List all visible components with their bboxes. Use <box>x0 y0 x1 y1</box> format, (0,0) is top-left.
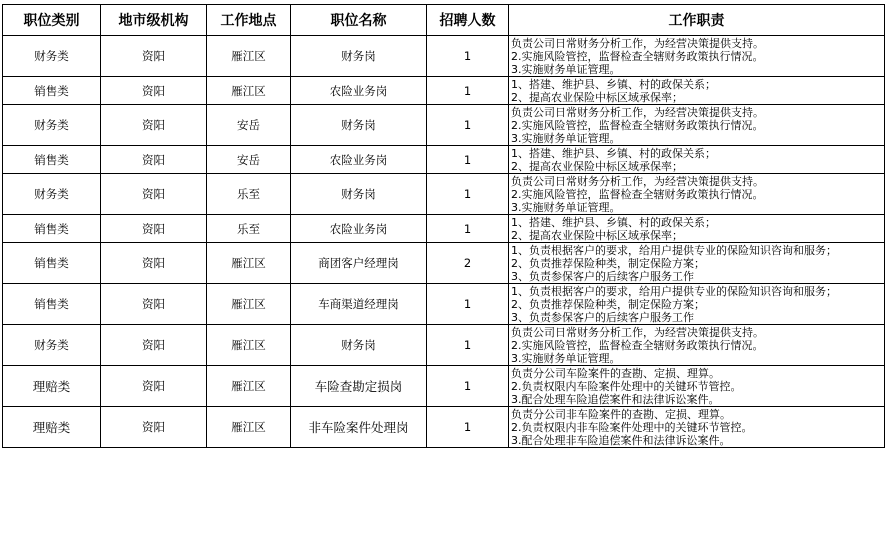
duty-line: 2.实施风险管控，监督检查全辖财务政策执行情况。 <box>511 118 764 132</box>
cell-position: 农险业务岗 <box>291 77 427 105</box>
duty-line: 2.实施风险管控，监督检查全辖财务政策执行情况。 <box>511 187 764 201</box>
duty-line: 负责公司日常财务分析工作，为经营决策提供支持。 <box>511 105 764 119</box>
duty-line: 1、搭建、维护县、乡镇、村的政保关系； <box>511 146 716 160</box>
table-row <box>3 243 885 284</box>
cell-position: 农险业务岗 <box>291 215 427 243</box>
cell-category: 销售类 <box>3 77 101 105</box>
cell-location: 雁江区 <box>207 366 291 407</box>
table-row <box>3 325 885 366</box>
cell-category: 销售类 <box>3 284 101 325</box>
cell-location: 乐至 <box>207 215 291 243</box>
cell-duties <box>509 366 885 407</box>
header-category: 职位类别 <box>3 5 101 36</box>
cell-position: 车险查勘定损岗 <box>291 366 427 407</box>
duty-line: 1、搭建、维护县、乡镇、村的政保关系； <box>511 215 716 229</box>
cell-duties <box>509 77 885 105</box>
cell-count: 2 <box>427 243 509 284</box>
cell-duties <box>509 243 885 284</box>
cell-category: 理赔类 <box>3 366 101 407</box>
duty-line: 2.实施风险管控，监督检查全辖财务政策执行情况。 <box>511 49 764 63</box>
duty-line: 3、负责参保客户的后续客户服务工作 <box>511 269 694 283</box>
duty-line: 1、负责根据客户的要求，给用户提供专业的保险知识咨询和服务； <box>511 284 837 298</box>
duty-line: 3.配合处理车险追偿案件和法律诉讼案件。 <box>511 392 720 406</box>
duty-line: 2、提高农业保险中标区域承保率； <box>511 228 683 242</box>
cell-duties <box>509 146 885 174</box>
duty-line: 2、提高农业保险中标区域承保率； <box>511 90 683 104</box>
duty-line: 1、搭建、维护县、乡镇、村的政保关系； <box>511 77 716 91</box>
header-row <box>3 5 885 36</box>
duty-line: 负责公司日常财务分析工作，为经营决策提供支持。 <box>511 36 764 50</box>
cell-location: 雁江区 <box>207 77 291 105</box>
cell-count: 1 <box>427 105 509 146</box>
cell-location: 雁江区 <box>207 284 291 325</box>
cell-count: 1 <box>427 77 509 105</box>
cell-category: 销售类 <box>3 215 101 243</box>
table-row <box>3 366 885 407</box>
cell-org: 资阳 <box>101 146 207 174</box>
duty-line: 3.实施财务单证管理。 <box>511 351 621 365</box>
table-row <box>3 284 885 325</box>
cell-category: 财务类 <box>3 36 101 77</box>
table-row <box>3 146 885 174</box>
cell-duties <box>509 215 885 243</box>
cell-location: 安岳 <box>207 146 291 174</box>
cell-org: 资阳 <box>101 215 207 243</box>
cell-duties <box>509 105 885 146</box>
cell-count: 1 <box>427 146 509 174</box>
header-count: 招聘人数 <box>427 5 509 36</box>
cell-location: 雁江区 <box>207 325 291 366</box>
cell-org: 资阳 <box>101 325 207 366</box>
cell-position: 非车险案件处理岗 <box>291 407 427 448</box>
duty-line: 3.实施财务单证管理。 <box>511 131 621 145</box>
table-row <box>3 174 885 215</box>
cell-duties <box>509 36 885 77</box>
cell-count: 1 <box>427 215 509 243</box>
duty-line: 2、提高农业保险中标区域承保率； <box>511 159 683 173</box>
cell-org: 资阳 <box>101 284 207 325</box>
cell-count: 1 <box>427 366 509 407</box>
duty-line: 2.负责权限内非车险案件处理中的关键环节管控。 <box>511 420 753 434</box>
cell-org: 资阳 <box>101 243 207 284</box>
cell-org: 资阳 <box>101 407 207 448</box>
cell-duties <box>509 325 885 366</box>
cell-position: 财务岗 <box>291 36 427 77</box>
duty-line: 3、负责参保客户的后续客户服务工作 <box>511 310 694 324</box>
cell-position: 车商渠道经理岗 <box>291 284 427 325</box>
duty-line: 3.实施财务单证管理。 <box>511 200 621 214</box>
header-duties: 工作职责 <box>509 5 885 36</box>
table-row <box>3 77 885 105</box>
cell-position: 商团客户经理岗 <box>291 243 427 284</box>
cell-category: 财务类 <box>3 174 101 215</box>
table-row <box>3 407 885 448</box>
cell-location: 雁江区 <box>207 407 291 448</box>
cell-org: 资阳 <box>101 366 207 407</box>
cell-position: 财务岗 <box>291 325 427 366</box>
header-org: 地市级机构 <box>101 5 207 36</box>
cell-location: 雁江区 <box>207 243 291 284</box>
cell-count: 1 <box>427 407 509 448</box>
cell-org: 资阳 <box>101 77 207 105</box>
cell-org: 资阳 <box>101 36 207 77</box>
cell-org: 资阳 <box>101 105 207 146</box>
cell-position: 财务岗 <box>291 105 427 146</box>
table-row <box>3 215 885 243</box>
cell-count: 1 <box>427 325 509 366</box>
cell-category: 销售类 <box>3 146 101 174</box>
duty-line: 2、负责推荐保险种类，制定保险方案； <box>511 297 705 311</box>
cell-duties <box>509 284 885 325</box>
cell-position: 财务岗 <box>291 174 427 215</box>
cell-count: 1 <box>427 174 509 215</box>
table-row <box>3 105 885 146</box>
cell-location: 雁江区 <box>207 36 291 77</box>
cell-count: 1 <box>427 284 509 325</box>
duty-line: 负责公司日常财务分析工作，为经营决策提供支持。 <box>511 325 764 339</box>
duty-line: 负责分公司车险案件的查勘、定损、理算。 <box>511 366 720 380</box>
duty-line: 2.负责权限内车险案件处理中的关键环节管控。 <box>511 379 742 393</box>
cell-duties <box>509 174 885 215</box>
duty-line: 2.实施风险管控，监督检查全辖财务政策执行情况。 <box>511 338 764 352</box>
duty-line: 负责分公司非车险案件的查勘、定损、理算。 <box>511 407 731 421</box>
cell-category: 理赔类 <box>3 407 101 448</box>
duty-line: 3.配合处理非车险追偿案件和法律诉讼案件。 <box>511 433 731 447</box>
table-row <box>3 36 885 77</box>
cell-location: 乐至 <box>207 174 291 215</box>
cell-category: 财务类 <box>3 105 101 146</box>
cell-category: 财务类 <box>3 325 101 366</box>
duty-line: 2、负责推荐保险种类，制定保险方案； <box>511 256 705 270</box>
cell-duties <box>509 407 885 448</box>
duty-line: 3.实施财务单证管理。 <box>511 62 621 76</box>
duty-line: 负责公司日常财务分析工作，为经营决策提供支持。 <box>511 174 764 188</box>
table-body <box>3 36 885 448</box>
duty-line: 1、负责根据客户的要求，给用户提供专业的保险知识咨询和服务； <box>511 243 837 257</box>
header-position: 职位名称 <box>291 5 427 36</box>
header-location: 工作地点 <box>207 5 291 36</box>
cell-org: 资阳 <box>101 174 207 215</box>
cell-category: 销售类 <box>3 243 101 284</box>
cell-count: 1 <box>427 36 509 77</box>
recruitment-table <box>2 4 885 448</box>
cell-position: 农险业务岗 <box>291 146 427 174</box>
cell-location: 安岳 <box>207 105 291 146</box>
